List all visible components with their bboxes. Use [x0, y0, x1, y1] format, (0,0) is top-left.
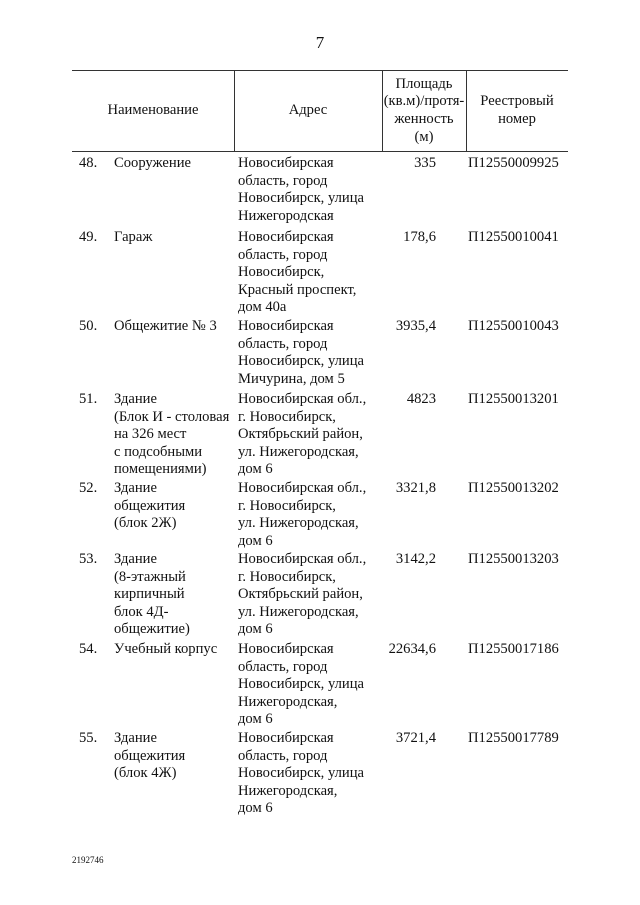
row-area: 178,6: [403, 229, 436, 245]
header-registry-line: Реестровый: [480, 93, 554, 110]
header-registry: [466, 71, 568, 151]
name-line: общежитие): [114, 621, 190, 638]
address-line: ул. Нижегородская,: [238, 603, 359, 620]
row-number: 49.: [79, 229, 98, 245]
row-registry-number: П12550017789: [468, 730, 559, 746]
row-address: [238, 229, 378, 317]
row-address: [238, 391, 378, 479]
header-registry-line: номер: [498, 111, 536, 127]
row-name: [114, 480, 234, 533]
page-number: 7: [315, 33, 325, 52]
name-line: общежития: [114, 747, 186, 764]
address-line: область, город: [238, 658, 328, 675]
address-line: г. Новосибирск,: [238, 568, 336, 585]
name-line: кирпичный: [114, 586, 185, 603]
address-line: дом 6: [238, 800, 273, 817]
name-line: (Блок И - столовая: [114, 408, 230, 425]
name-line: Здание: [114, 391, 157, 407]
header-area-line: женность: [394, 111, 454, 127]
address-line: Новосибирская: [238, 318, 334, 334]
address-line: Новосибирская: [238, 730, 334, 746]
row-address: [238, 155, 378, 225]
table-header-rule: [72, 151, 568, 152]
row-registry-number: П12550017186: [468, 641, 559, 657]
document-code: 2192746: [72, 855, 104, 865]
name-line: с подсобными: [114, 443, 203, 460]
header-address: [234, 71, 382, 151]
address-line: Нижегородская,: [238, 693, 338, 710]
row-area: 3142,2: [395, 551, 436, 567]
address-line: Новосибирская: [238, 641, 334, 657]
row-registry-number: П12550013203: [468, 551, 559, 567]
row-registry-number: П12550010043: [468, 318, 559, 334]
row-name: [114, 229, 234, 247]
address-line: область, город: [238, 747, 328, 764]
name-line: Здание: [114, 730, 157, 746]
row-name: [114, 551, 234, 639]
row-area: 3721,4: [395, 730, 436, 746]
name-line: Общежитие № 3: [114, 318, 217, 334]
address-line: Новосибирская обл.,: [238, 480, 367, 496]
header-address-label: Адрес: [288, 102, 328, 119]
row-address: [238, 730, 378, 818]
row-name: [114, 391, 234, 479]
row-address: [238, 551, 378, 639]
name-line: Учебный корпус: [114, 641, 218, 657]
address-line: Новосибирск, улица: [238, 353, 365, 370]
row-area: 3321,8: [395, 480, 436, 496]
name-line: (блок 2Ж): [114, 515, 177, 532]
row-registry-number: П12550009925: [468, 155, 559, 171]
address-line: область, город: [238, 172, 328, 189]
row-number: 54.: [79, 641, 98, 657]
name-line: Сооружение: [114, 155, 192, 171]
name-line: (8-этажный: [114, 568, 186, 585]
address-line: дом 6: [238, 621, 273, 638]
name-line: Здание: [114, 480, 157, 496]
address-line: дом 40а: [238, 299, 287, 316]
address-line: дом 6: [238, 711, 273, 728]
address-line: Мичурина, дом 5: [238, 370, 345, 387]
address-line: Новосибирская обл.,: [238, 551, 367, 567]
address-line: Октябрьский район,: [238, 426, 363, 443]
row-name: [114, 318, 234, 336]
row-registry-number: П12550010041: [468, 229, 559, 245]
address-line: г. Новосибирск,: [238, 408, 336, 425]
address-line: Новосибирск, улица: [238, 765, 365, 782]
address-line: дом 6: [238, 532, 273, 549]
row-number: 55.: [79, 730, 98, 746]
name-line: общежития: [114, 497, 186, 514]
name-line: помещениями): [114, 461, 207, 478]
header-name: [72, 71, 234, 151]
name-line: Здание: [114, 551, 157, 567]
table-header: [72, 71, 568, 151]
row-number: 52.: [79, 480, 98, 496]
row-address: [238, 641, 378, 729]
address-line: область, город: [238, 246, 328, 263]
header-name-label: Наименование: [107, 102, 199, 119]
address-line: Октябрьский район,: [238, 586, 363, 603]
row-area: 335: [414, 155, 436, 171]
row-number: 50.: [79, 318, 98, 334]
address-line: область, город: [238, 335, 328, 352]
row-registry-number: П12550013202: [468, 480, 559, 496]
row-name: [114, 730, 234, 783]
row-number: 53.: [79, 551, 98, 567]
address-line: Новосибирская: [238, 155, 334, 171]
address-line: Нижегородская,: [238, 782, 338, 799]
header-area-line: Площадь: [395, 75, 453, 92]
row-name: [114, 641, 234, 659]
address-line: ул. Нижегородская,: [238, 515, 359, 532]
header-area-line: (м): [414, 128, 434, 145]
row-area: 4823: [406, 391, 436, 407]
header-area: [382, 71, 466, 151]
row-number: 48.: [79, 155, 98, 171]
header-area-line: (кв.м)/протя-: [383, 93, 465, 110]
address-line: ул. Нижегородская,: [238, 443, 359, 460]
address-line: Новосибирск,: [238, 264, 325, 281]
row-number: 51.: [79, 391, 98, 407]
row-address: [238, 480, 378, 550]
address-line: г. Новосибирск,: [238, 497, 336, 514]
address-line: дом 6: [238, 461, 273, 478]
address-line: Нижегородская: [238, 207, 334, 224]
address-line: Красный проспект,: [238, 281, 357, 298]
name-line: (блок 4Ж): [114, 765, 177, 782]
row-area: 22634,6: [388, 641, 436, 657]
row-area: 3935,4: [395, 318, 436, 334]
row-address: [238, 318, 378, 388]
address-line: Новосибирск, улица: [238, 676, 365, 693]
row-name: [114, 155, 234, 173]
name-line: Гараж: [114, 229, 153, 245]
name-line: на 326 мест: [114, 426, 187, 443]
address-line: Новосибирская обл.,: [238, 391, 367, 407]
row-registry-number: П12550013201: [468, 391, 559, 407]
address-line: Новосибирская: [238, 229, 334, 245]
address-line: Новосибирск, улица: [238, 190, 365, 207]
name-line: блок 4Д-: [114, 603, 169, 620]
